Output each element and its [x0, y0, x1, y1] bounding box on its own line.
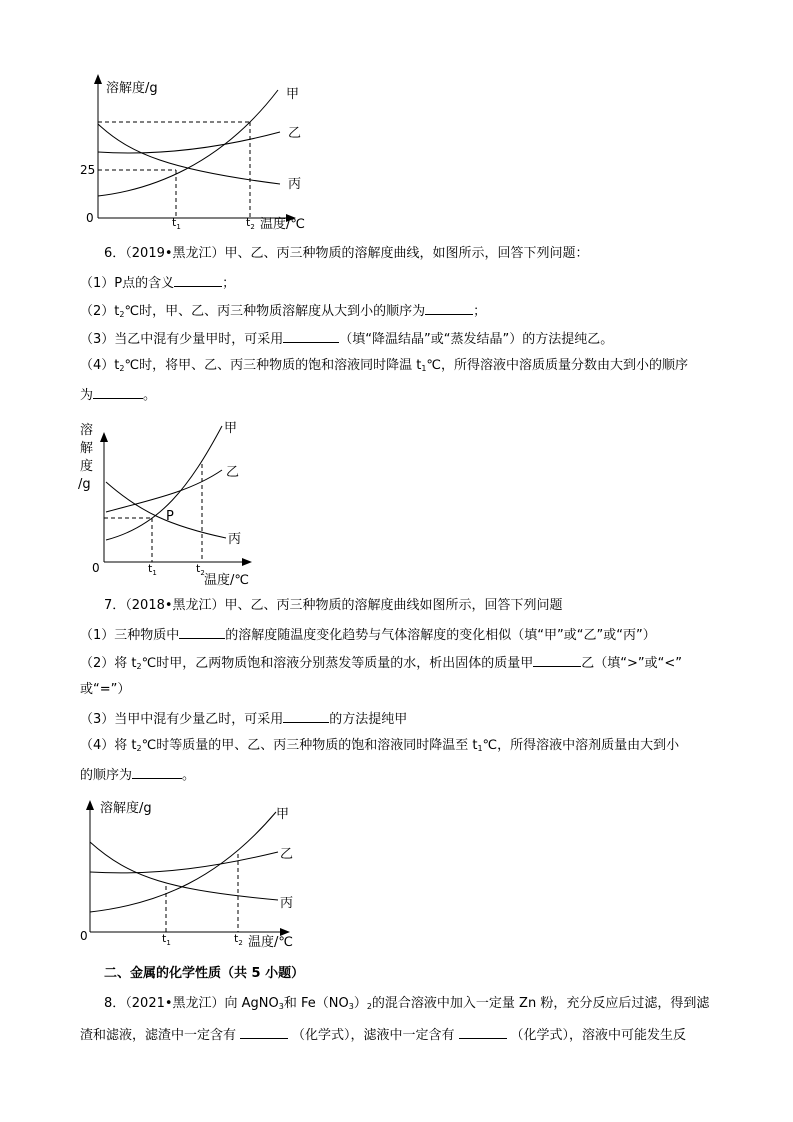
y-axis-label: 溶解度/g [106, 81, 158, 96]
q7-part2: （2）将 $t_2℃$时甲，乙两物质饱和溶液分别蒸发等质量的水，析出固体的质量甲 乙（填“>”或“<” [80, 652, 682, 677]
label-yi: 乙 [280, 847, 294, 862]
t2-label: $t_2$ [246, 216, 255, 231]
q6-part1: （1）P点的含义 ； [80, 272, 235, 294]
q7-blank-2[interactable] [533, 652, 581, 667]
label-jia: 甲 [276, 807, 290, 822]
curve-yi [98, 132, 280, 153]
x-axis-arrow [242, 558, 252, 566]
q7-blank-4[interactable] [132, 764, 182, 779]
q7-blank-1[interactable] [179, 624, 225, 639]
q7-stem: 7．（2018•黑龙江）甲、乙、丙三种物质的溶解度曲线如图所示，回答下列问题 [104, 598, 563, 613]
curve-yi [106, 470, 222, 512]
q6-blank-4[interactable] [93, 384, 143, 399]
q6-part2: $(2)t_2℃$时，甲、乙、丙三种物质溶解度从大到小的顺序为 ； [80, 300, 486, 325]
y-axis-arrow [86, 800, 94, 810]
origin-label: 0 [92, 561, 100, 575]
x-axis-label: 温度/℃ [260, 217, 305, 232]
solubility-figure-1 [70, 70, 330, 230]
y-label-2: 解 [80, 441, 94, 456]
t1-label: $t_1$ [148, 562, 157, 577]
y-axis-arrow [94, 74, 102, 84]
q6-part3: （3）当乙中混有少量甲时，可采用 （填“降温结晶”或“蒸发结晶”）的方法提纯乙。 [80, 328, 613, 350]
point-p-label: P [166, 509, 174, 524]
q6-blank-1[interactable] [174, 272, 222, 287]
label-jia: 甲 [286, 87, 300, 102]
q8-line1: 8．（2021•黑龙江）向 AgNO$_3$和 $Fe(NO_3)_2$的混合溶液中加入一定量 Zn 粉，充分反应后过滤，得到滤 [104, 996, 710, 1011]
q7-part2-cont: 或“=”） [80, 682, 131, 697]
x-axis-label: 温度/℃ [204, 573, 249, 588]
label-jia: 甲 [224, 421, 238, 436]
curve-jia [106, 426, 222, 540]
y-label-1: 溶 [80, 423, 94, 438]
x-axis-label: 温度/℃ [248, 935, 293, 950]
y-label-4: /g [78, 477, 91, 492]
y-tick-25: 25 [80, 163, 96, 177]
q8-blank-1[interactable] [240, 1024, 288, 1039]
t2-label: $t_2$ [196, 562, 205, 577]
q7-blank-3[interactable] [283, 708, 329, 723]
label-bing: 丙 [280, 896, 294, 911]
t2-label: $t_2$ [234, 932, 243, 947]
origin-label: 0 [86, 211, 94, 225]
solubility-figure-2 [70, 416, 270, 588]
curve-bing [98, 124, 280, 184]
label-bing: 丙 [228, 532, 242, 547]
curve-yi [90, 852, 278, 873]
label-bing: 丙 [288, 177, 302, 192]
y-label-3: 度 [80, 459, 94, 474]
t1-label: $t_1$ [172, 216, 181, 231]
q8-blank-2[interactable] [459, 1024, 507, 1039]
section-heading: 二、金属的化学性质（共 5 小题） [104, 966, 305, 981]
curve-bing [90, 842, 278, 900]
q7-part1: （1）三种物质中 的溶解度随温度变化趋势与气体溶解度的变化相似（填“甲”或“乙”或“丙”） [80, 624, 656, 646]
origin-label: 0 [80, 929, 88, 943]
q8-line2: 渣和滤液，滤渣中一定含有 （化学式），滤液中一定含有 （化学式），溶液中可能发生反 [80, 1024, 686, 1046]
q6-part4: $(4)t_2℃$时，将甲、乙、丙三种物质的饱和溶液同时降温 $t_1℃$，所得溶液中溶质质量分数由大到小的顺序 [80, 358, 689, 373]
solubility-figure-3 [70, 794, 310, 954]
q7-part4: （4）将 $t_2℃$时等质量的甲、乙、丙三种物质的饱和溶液同时降温至 $t_1℃$，所得溶液中溶剂质量由大到小 [80, 738, 680, 753]
q6-part4-cont: 为 。 [80, 384, 156, 406]
label-yi: 乙 [288, 126, 302, 141]
t1-label: $t_1$ [162, 932, 171, 947]
label-yi: 乙 [226, 465, 240, 480]
y-axis-label: 溶解度/g [100, 801, 152, 816]
q6-blank-2[interactable] [425, 300, 473, 315]
y-axis-arrow [100, 432, 108, 442]
q7-part3: （3）当甲中混有少量乙时，可采用 的方法提纯甲 [80, 708, 407, 730]
q6-blank-3[interactable] [283, 328, 339, 343]
q6-stem: 6．（2019•黑龙江）甲、乙、丙三种物质的溶解度曲线，如图所示，回答下列问题： [104, 246, 589, 261]
q7-part4-cont: 的顺序为 。 [80, 764, 195, 786]
